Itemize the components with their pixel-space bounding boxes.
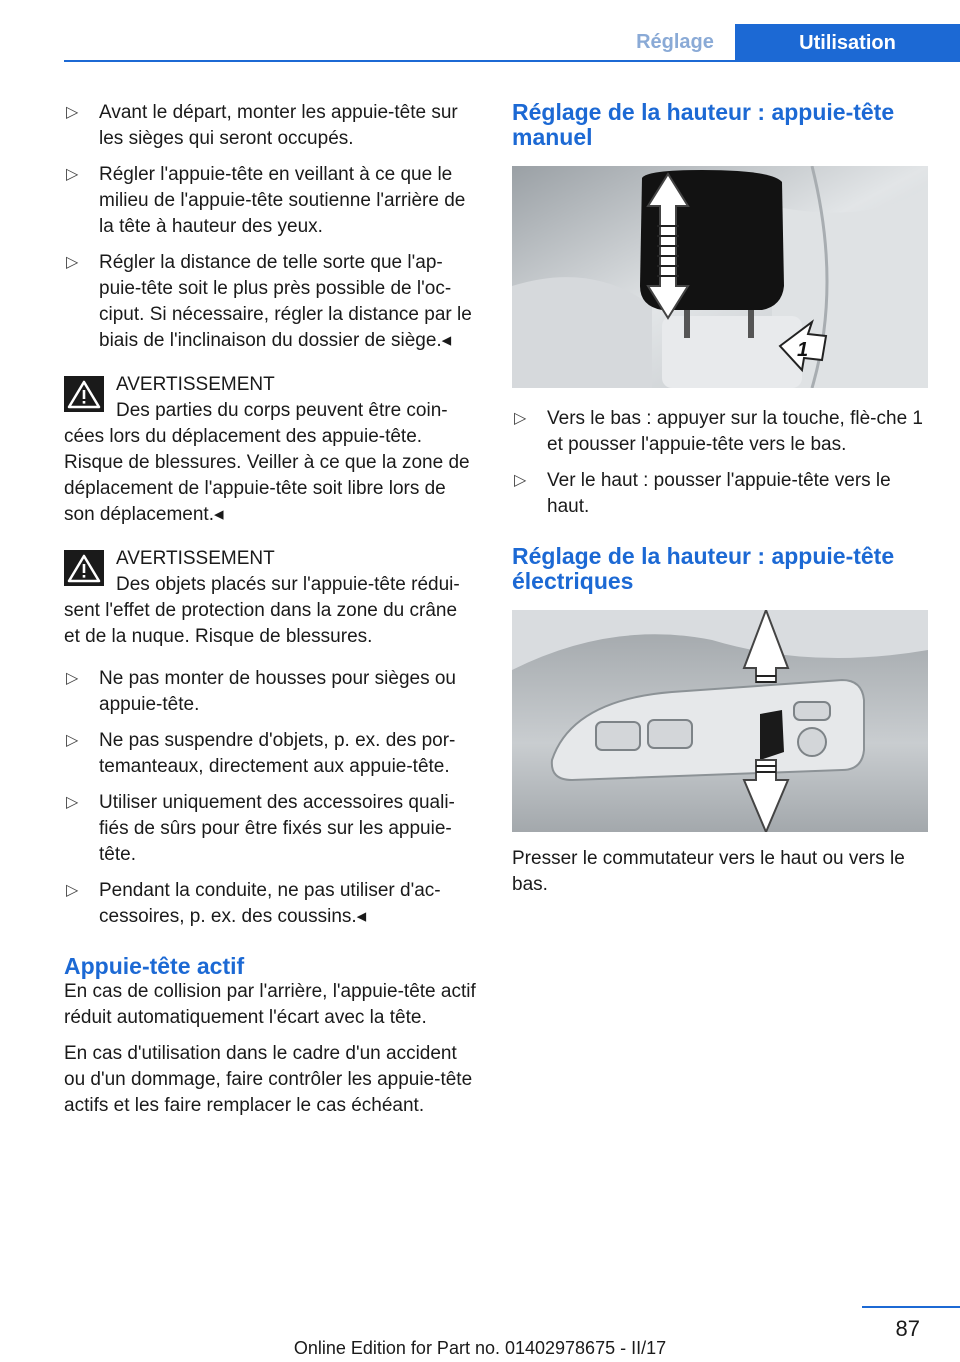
list-item — [512, 406, 928, 458]
paragraph: En cas de collision par l'arrière, l'appuie-tête actif réduit automatiquement l'écart avec la tête. — [64, 981, 476, 1028]
warning-triangle-icon — [64, 550, 104, 586]
list-item-text: Ver le haut : pousser l'appuie-tête vers le haut. — [547, 470, 891, 517]
list-item — [64, 878, 478, 930]
footer-edition: Online Edition for Part no. 01402978675 - II/17 — [293, 1338, 667, 1358]
warning-text: cées lors du déplacement des appuie-tête. Risque de blessures. Veiller à ce que la zone de déplacement de l'appuie-tête soit libre lors de son déplacement.◂ — [64, 426, 470, 525]
list-item — [64, 250, 478, 354]
warning-box — [64, 546, 478, 650]
list-item-text: Vers le bas : appuyer sur la touche, flè‐che 1 et pousser l'appuie-tête vers le bas. — [547, 408, 923, 455]
section-tab[interactable]: Réglage — [636, 31, 714, 53]
list-item — [64, 666, 478, 718]
right-column — [512, 100, 928, 908]
figure-electric-headrest — [512, 610, 928, 832]
list-item — [64, 728, 478, 780]
chapter-tab[interactable]: Utilisation — [735, 24, 960, 62]
warning-triangle-icon — [64, 376, 104, 412]
list-item-text: Régler la distance de telle sorte que l'ap‐puie-tête soit le plus près possible de l'oc‐ciput. Si nécessaire, régler la distance par le biais de l'inclinaison du dossier de siège.◂ — [99, 252, 472, 351]
list-item-text: Pendant la conduite, ne pas utiliser d'ac‐cessoires, p. ex. des coussins.◂ — [99, 880, 441, 927]
electric-switch-illustration — [512, 610, 928, 832]
triangle-right-icon: ▷ — [66, 882, 79, 899]
section-heading-electric: Réglage de la hauteur : appuie-tête électriques — [512, 543, 895, 594]
list-item-text: Avant le départ, monter les appuie-tête sur les sièges qui seront occupés. — [99, 102, 458, 149]
triangle-right-icon: ▷ — [66, 794, 79, 811]
triangle-right-icon: ▷ — [66, 104, 79, 121]
left-column — [64, 100, 478, 1129]
list-item — [64, 162, 478, 240]
figure-callout-label: 1 — [797, 339, 809, 361]
triangle-right-icon: ▷ — [66, 732, 79, 749]
manual-headrest-illustration — [512, 166, 928, 388]
list-item — [64, 790, 478, 868]
list-item — [512, 468, 928, 520]
paragraph: En cas d'utilisation dans le cadre d'un accident ou d'un dommage, faire contrôler les appuie-tête actifs et les faire remplacer le cas échéant. — [64, 1043, 473, 1116]
warning-text: sent l'effet de protection dans la zone du crâne et de la nuque. Risque de blessures. — [64, 600, 458, 647]
warning-box — [64, 372, 478, 528]
page-number-rule — [862, 1306, 960, 1308]
section-heading-manual: Réglage de la hauteur : appuie-tête manuel — [512, 99, 895, 150]
page-number: 87 — [895, 1316, 920, 1341]
triangle-right-icon: ▷ — [66, 670, 79, 687]
triangle-right-icon: ▷ — [514, 472, 527, 489]
warning-text-first-line: Des objets placés sur l'appuie-tête rédui‐ — [116, 574, 460, 595]
list-item-text: Utiliser uniquement des accessoires quali‐fiés de sûrs pour être fixés sur les appuie-tête. — [99, 792, 455, 865]
warning-text-first-line: Des parties du corps peuvent être coin‐ — [116, 400, 448, 421]
list-item-text: Ne pas suspendre d'objets, p. ex. des por‐temanteaux, directement aux appuie-tête. — [99, 730, 456, 777]
list-item-text: Ne pas monter de housses pour sièges ou appuie-tête. — [99, 668, 456, 715]
triangle-right-icon: ▷ — [514, 410, 527, 427]
triangle-right-icon: ▷ — [66, 254, 79, 271]
warning-title: AVERTISSEMENT — [116, 374, 275, 395]
section-heading-active-headrest: Appuie-tête actif — [64, 953, 245, 979]
triangle-right-icon: ▷ — [66, 166, 79, 183]
warning-title: AVERTISSEMENT — [116, 548, 275, 569]
paragraph: Presser le commutateur vers le haut ou vers le bas. — [512, 848, 905, 895]
list-item — [64, 100, 478, 152]
figure-manual-headrest — [512, 166, 928, 388]
list-item-text: Régler l'appuie-tête en veillant à ce que le milieu de l'appuie-tête soutienne l'arrière de la tête à hauteur des yeux. — [99, 164, 466, 237]
